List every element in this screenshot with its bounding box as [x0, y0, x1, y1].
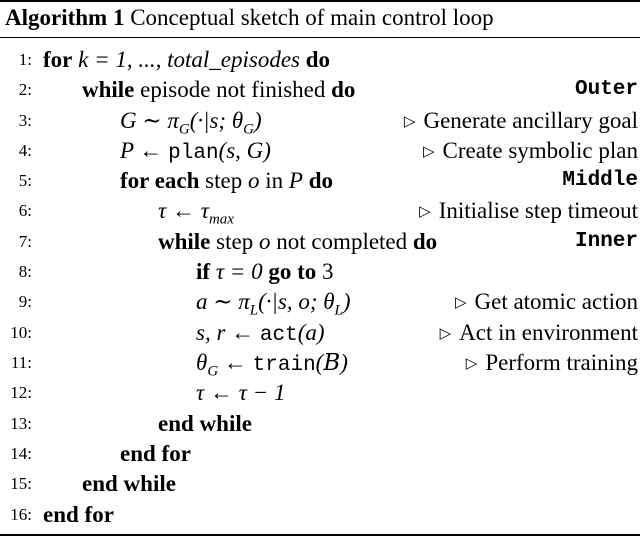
- caption-rule: [0, 37, 640, 38]
- line-code: end while: [82, 471, 176, 496]
- algo-line-10: [0, 318, 640, 348]
- algorithm-caption: [5, 4, 494, 32]
- algo-line-6: [0, 196, 640, 226]
- line-number: 14:: [10, 444, 32, 463]
- keyword: do: [305, 47, 331, 72]
- line-number: 10:: [10, 323, 32, 342]
- comment-triangle-icon: ▷: [403, 114, 416, 130]
- line-code: $\theta_G$ ← train(B): [196, 350, 348, 380]
- line-code: a ∼ $\pi_L(\cdot|s$, o; $\theta_L$): [196, 289, 351, 319]
- line-code: P ← plan(s, G): [120, 138, 271, 165]
- line-code: [82, 75, 355, 105]
- line-code: end for: [43, 502, 114, 527]
- line-number: 15:: [10, 474, 32, 493]
- line-number: 2:: [18, 80, 32, 99]
- algo-line-16: [0, 500, 640, 530]
- line-code: end for: [120, 441, 191, 466]
- line-comment: ▷ Perform training: [465, 350, 638, 375]
- line-comment: ▷ Act in environment: [439, 320, 638, 345]
- keyword: while: [82, 77, 135, 102]
- line-code: τ ← τ − 1: [196, 380, 286, 405]
- algo-line-13: [0, 409, 640, 439]
- loop-tag-middle: Middle: [562, 169, 638, 192]
- line-number: 4:: [18, 141, 32, 160]
- line-number: 11:: [10, 353, 32, 372]
- line-number: 16:: [10, 505, 32, 524]
- line-number: 1:: [18, 50, 32, 69]
- keyword: do: [331, 77, 356, 102]
- top-rule: [0, 0, 640, 2]
- algo-line-7: [0, 227, 640, 257]
- math: k = 1, ..., total_episodes: [78, 47, 300, 72]
- algo-line-11: [0, 348, 640, 378]
- line-code: s, r ← act(a): [196, 320, 325, 347]
- line-comment: ▷ Initialise step timeout: [419, 198, 638, 223]
- bottom-rule: [0, 534, 640, 536]
- algo-line-1: [0, 45, 640, 75]
- loop-tag-outer: Outer: [574, 78, 638, 101]
- caption-text: Conceptual sketch of main control loop: [130, 5, 494, 30]
- line-number: 7:: [18, 232, 32, 251]
- line-code: τ ← $\tau_{max}$: [158, 198, 234, 228]
- line-number: 8:: [18, 262, 32, 281]
- line-number: 6:: [18, 201, 32, 220]
- text: episode not finished: [140, 77, 326, 102]
- line-code: for each step o in P do: [120, 168, 333, 193]
- line-comment: ▷ Create symbolic plan: [423, 138, 638, 163]
- line-code: [43, 45, 330, 75]
- comment-triangle-icon: ▷: [419, 204, 431, 220]
- comment-triangle-icon: ▷: [454, 295, 467, 311]
- line-code: if τ = 0 go to 3: [196, 259, 334, 284]
- comment-triangle-icon: ▷: [439, 326, 452, 342]
- line-number: 12:: [10, 383, 32, 402]
- algo-line-14: [0, 439, 640, 469]
- keyword: for: [43, 47, 73, 72]
- algo-line-8: [0, 257, 640, 287]
- comment-triangle-icon: ▷: [423, 144, 435, 160]
- algo-line-2: [0, 75, 640, 105]
- algo-line-3: [0, 106, 640, 136]
- algo-line-15: [0, 469, 640, 499]
- algo-line-9: [0, 287, 640, 317]
- algo-line-5: [0, 166, 640, 196]
- algo-line-4: [0, 136, 640, 166]
- loop-tag-inner: Inner: [574, 230, 638, 253]
- line-comment: ▷ Generate ancillary goal: [403, 108, 638, 133]
- comment-triangle-icon: ▷: [465, 356, 478, 372]
- caption-label: Algorithm 1: [5, 5, 125, 30]
- line-comment: ▷ Get atomic action: [454, 289, 638, 314]
- algo-line-12: [0, 378, 640, 408]
- line-number: 3:: [18, 111, 32, 130]
- line-number: 5:: [18, 171, 32, 190]
- line-number: 13:: [10, 414, 32, 433]
- line-code: G ∼ $\pi_G(\cdot|s$; $\theta_G$): [120, 108, 262, 138]
- line-code: end while: [158, 411, 252, 436]
- line-code: while step o not completed do: [158, 229, 438, 254]
- line-number: 9:: [18, 292, 32, 311]
